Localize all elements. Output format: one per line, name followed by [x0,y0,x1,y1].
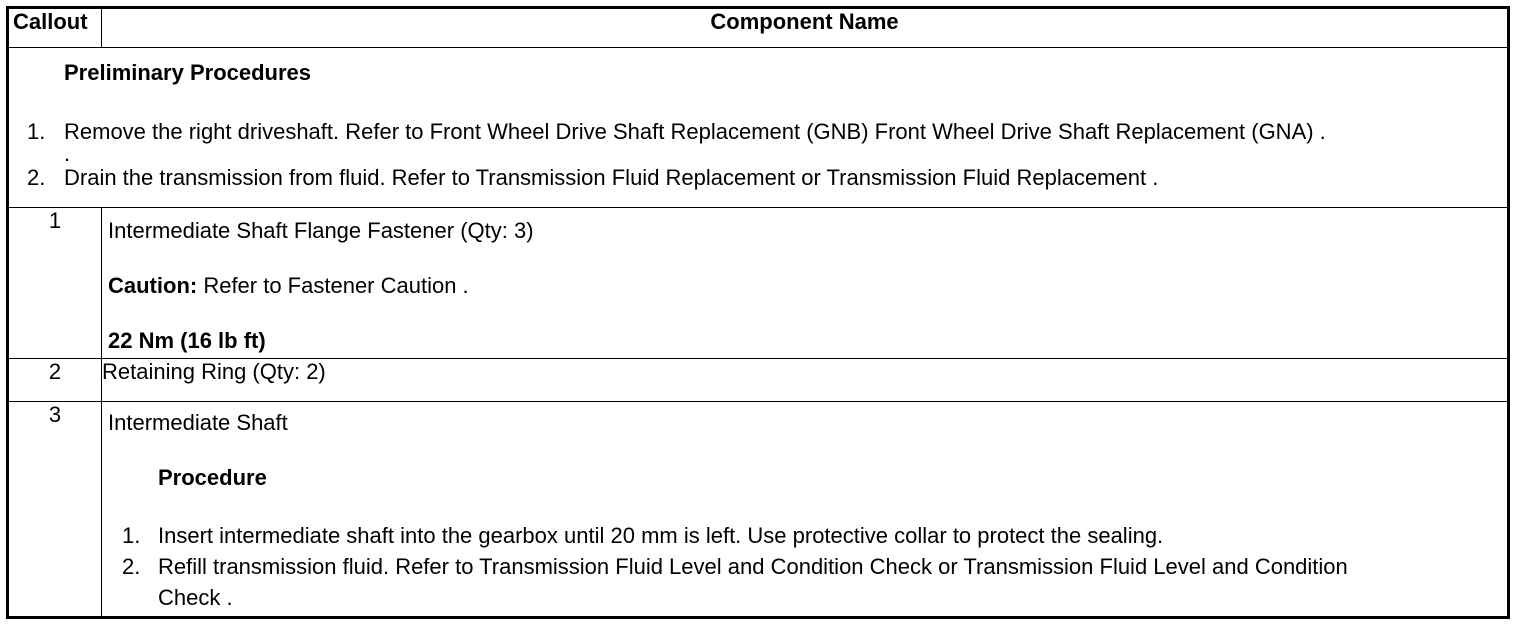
preliminary-continuation: . [64,141,71,166]
table-row [8,208,1509,359]
caution-text: Refer to Fastener Caution . [197,273,469,298]
component-name: Intermediate Shaft [108,410,288,435]
step-text: Insert intermediate shaft into the gearbox until 20 mm is left. Use protective collar to protect the sealing. [158,523,1164,548]
procedure-step [102,551,1408,613]
procedure-list [102,520,1502,613]
torque-spec: 22 Nm (16 lb ft) [108,328,266,353]
callout-header: Callout [8,8,102,48]
step-number: 2. [27,165,46,190]
table-row [8,402,1509,618]
table-row [8,359,1509,402]
component-cell [102,208,1509,359]
caution-note [108,273,469,299]
preliminary-step [9,163,1489,193]
step-number: 1. [27,119,46,144]
procedure-title: Procedure [158,465,267,490]
step-number: 2. [122,554,141,579]
step-text: Refill transmission fluid. Refer to Transmission Fluid Level and Condition Check or Transmission Fluid Level and Condition Check . [158,554,1348,610]
preliminary-list [9,117,1489,193]
callout-number: 1 [8,208,102,359]
component-table [6,6,1510,619]
header-row [8,8,1509,48]
step-text: Remove the right driveshaft. Refer to Front Wheel Drive Shaft Replacement (GNB) Front Wheel Drive Shaft Replacement (GNA) . [64,119,1326,144]
step-number: 1. [122,523,141,548]
step-text: Drain the transmission from fluid. Refer to Transmission Fluid Replacement or Transmission Fluid Replacement . [64,165,1159,190]
preliminary-row [8,48,1509,208]
component-name-header: Component Name [102,8,1509,48]
component-cell [102,402,1509,618]
callout-number: 2 [8,359,102,402]
preliminary-cell [8,48,1509,208]
procedure-step [102,520,1408,551]
component-name: Intermediate Shaft Flange Fastener (Qty: 3) [108,218,534,243]
component-name: Retaining Ring (Qty: 2) [102,359,1509,402]
callout-number: 3 [8,402,102,618]
preliminary-step [9,117,1489,147]
preliminary-title: Preliminary Procedures [64,60,312,85]
caution-label: Caution: [108,273,198,298]
